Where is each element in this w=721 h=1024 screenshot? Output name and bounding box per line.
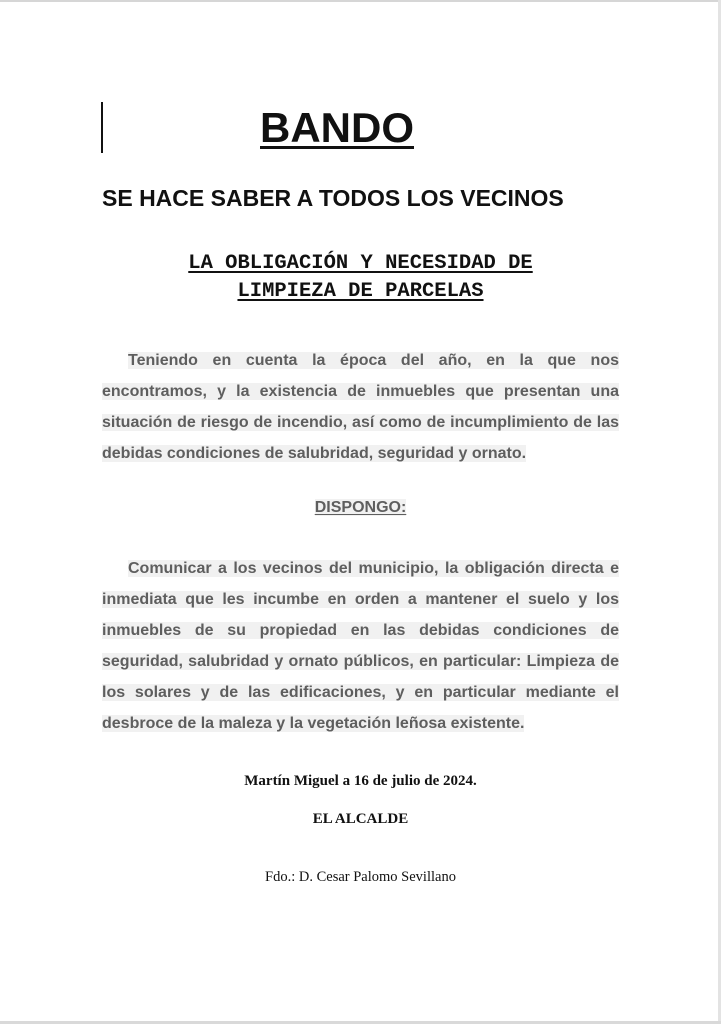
- dispongo-text: DISPONGO:: [314, 499, 407, 516]
- page-top-border: [0, 0, 721, 2]
- decree-paragraph: [102, 553, 619, 739]
- signature-line: Fdo.: D. Cesar Palomo Sevillano: [265, 869, 456, 885]
- dispongo-heading: [102, 497, 619, 519]
- date-line: Martín Miguel a 16 de julio de 2024.: [244, 773, 477, 789]
- document-heading: [102, 250, 619, 306]
- mayor-title: EL ALCALDE: [312, 811, 409, 827]
- text-cursor: [101, 102, 103, 153]
- intro-paragraph-text: Teniendo en cuenta la época del año, en la que nos encontramos, y la existencia de inmuebles que presentan una situación de riesgo de incendio, así como de incumplimiento de las debidas condiciones de salubridad, seguridad y ornato.: [102, 352, 619, 462]
- document-title: BANDO: [260, 104, 414, 151]
- intro-paragraph: [102, 345, 619, 469]
- heading-line-1: LA OBLIGACIÓN Y NECESIDAD DE: [188, 252, 533, 275]
- decree-paragraph-text: Comunicar a los vecinos del municipio, la obligación directa e inmediata que les incumbe en orden a mantener el suelo y los inmuebles de su propiedad en las debidas condiciones de seguridad, salubridad y ornato públicos, en particular: Limpieza de los solares y de las edificaciones, y en particular mediante el desbroce de la maleza y la vegetación leñosa existente.: [102, 560, 619, 732]
- heading-line-2: LIMPIEZA DE PARCELAS: [237, 280, 484, 303]
- document-subtitle: SE HACE SABER A TODOS LOS VECINOS: [102, 185, 564, 211]
